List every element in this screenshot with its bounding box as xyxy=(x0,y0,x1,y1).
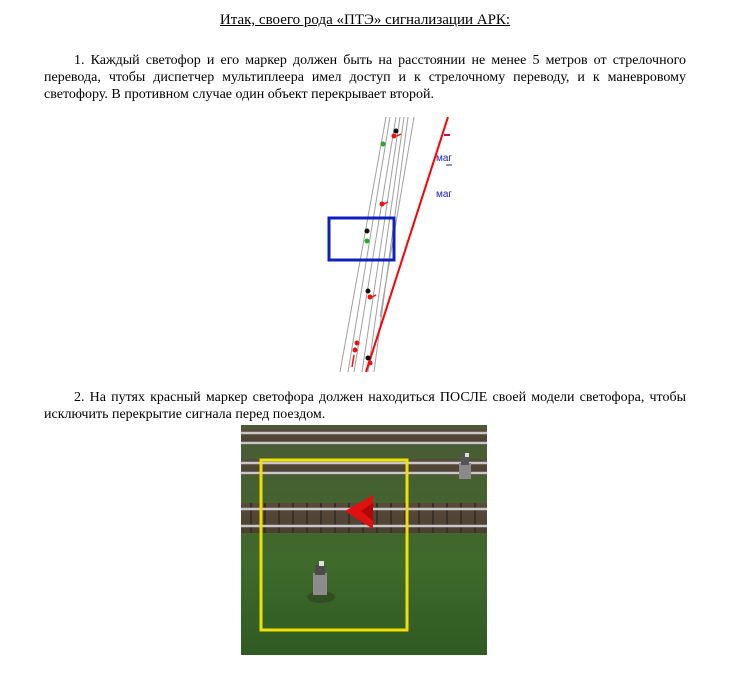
switch-signals-diagram xyxy=(326,117,454,372)
editor-screenshot-figure xyxy=(326,117,454,372)
track-marker-scene xyxy=(241,425,487,655)
game-screenshot-figure xyxy=(241,425,487,655)
signal-green-dot xyxy=(365,239,370,244)
page-title: Итак, своего рода «ПТЭ» сигнализации АРК: xyxy=(219,12,511,28)
signal-black-dot xyxy=(365,229,370,234)
label-mag-1: маг xyxy=(436,153,453,164)
label-mag-2: маг xyxy=(436,189,453,200)
rule-2-text: 2. На путях красный маркер светофора должен находиться ПОСЛЕ своей модели светофора, чтобы исключить перекрытие сигнала перед поездом. xyxy=(44,390,686,422)
rule-1-text: 1. Каждый светофор и его маркер должен быть на расстоянии не менее 5 метров от стрелочного перевода, чтобы диспетчер мультиплеера имел доступ и к стрелочному переводу, и к маневровому светофору. В противном случае один объект перекрывает второй. xyxy=(44,53,686,102)
grey-tracks xyxy=(340,117,414,372)
